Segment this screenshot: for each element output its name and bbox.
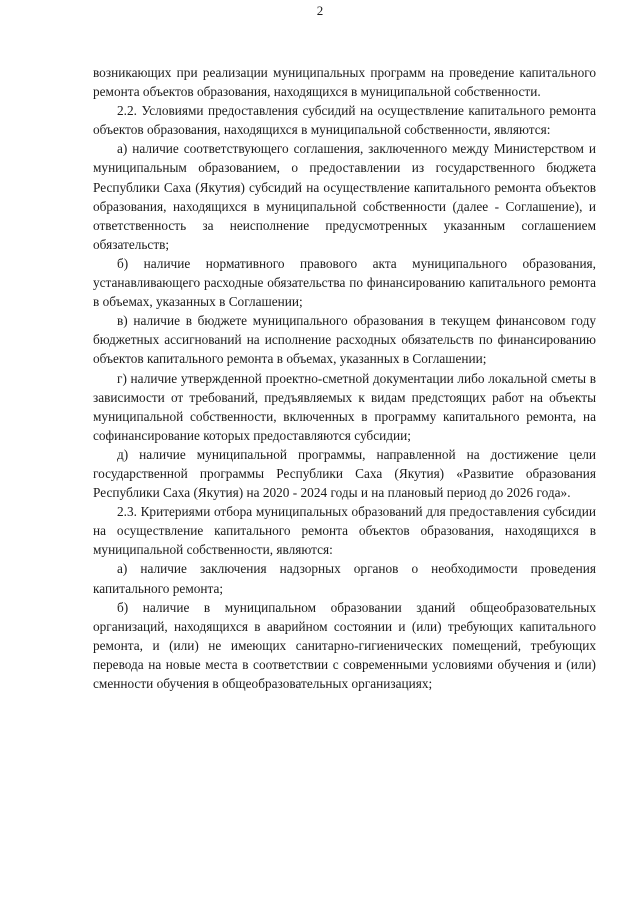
document-body — [93, 63, 596, 693]
page-number: 2 — [316, 3, 324, 18]
paragraph-2-3-b: б) наличие в муниципальном образовании зданий общеобразовательных организаций, находящихся в аварийном состоянии и (или) требующих капитального ремонта, и (или) не имеющих санитарно-гигиенических помещений, требующих перевода на новые места в соответствии с современными условиями обучения и (или) сменности обучения в общеобразовательных организациях; — [93, 599, 596, 691]
paragraph-2-3-a: а) наличие заключения надзорных органов о необходимости проведения капитального ремонта; — [93, 561, 596, 596]
paragraph-2-2-a: а) наличие соответствующего соглашения, заключенного между Министерством и муниципальным образованием, о предоставлении из государственного бюджета Республики Саха (Якутия) субсидий на осуществление капитального ремонта объектов образования, находящихся в муниципальной собственности (далее - Соглашение), и ответственность за неисполнение предусмотренных указанным соглашением обязательств; — [93, 141, 596, 252]
paragraph-continuation: возникающих при реализации муниципальных программ на проведение капитального ремонта объектов образования, находящихся в муниципальной собственности. — [93, 65, 596, 100]
paragraph-2-2-v: в) наличие в бюджете муниципального образования в текущем финансовом году бюджетных ассигнований на исполнение расходных обязательств по финансированию объектов капитального ремонта в объемах, указанных в Соглашении; — [93, 313, 596, 367]
paragraph-2-2-conditions: 2.2. Условиями предоставления субсидий на осуществление капитального ремонта объектов образования, находящихся в муниципальной собственности, являются: — [93, 103, 596, 138]
paragraph-2-3-criteria: 2.3. Критериями отбора муниципальных образований для предоставления субсидии на осуществление капитального ремонта объектов образования, находящихся в муниципальной собственности, являются: — [93, 504, 596, 558]
paragraph-2-2-d: д) наличие муниципальной программы, направленной на достижение цели государственной программы Республики Саха (Якутия) «Развитие образования Республики Саха (Якутия) на 2020 - 2024 годы и на плановый период до 2026 года». — [93, 446, 596, 501]
paragraph-2-2-b: б) наличие нормативного правового акта муниципального образования, устанавливающего расходные обязательства по финансированию капитального ремонта в объемах, указанных в Соглашении; — [93, 255, 596, 310]
paragraph-2-2-g: г) наличие утвержденной проектно-сметной документации либо локальной сметы в зависимости от требований, предъявляемых к видам предстоящих работ на объекты муниципальной собственности, включенных в программу капитального ремонта, на софинансирование которых предоставляются субсидии; — [93, 370, 596, 443]
